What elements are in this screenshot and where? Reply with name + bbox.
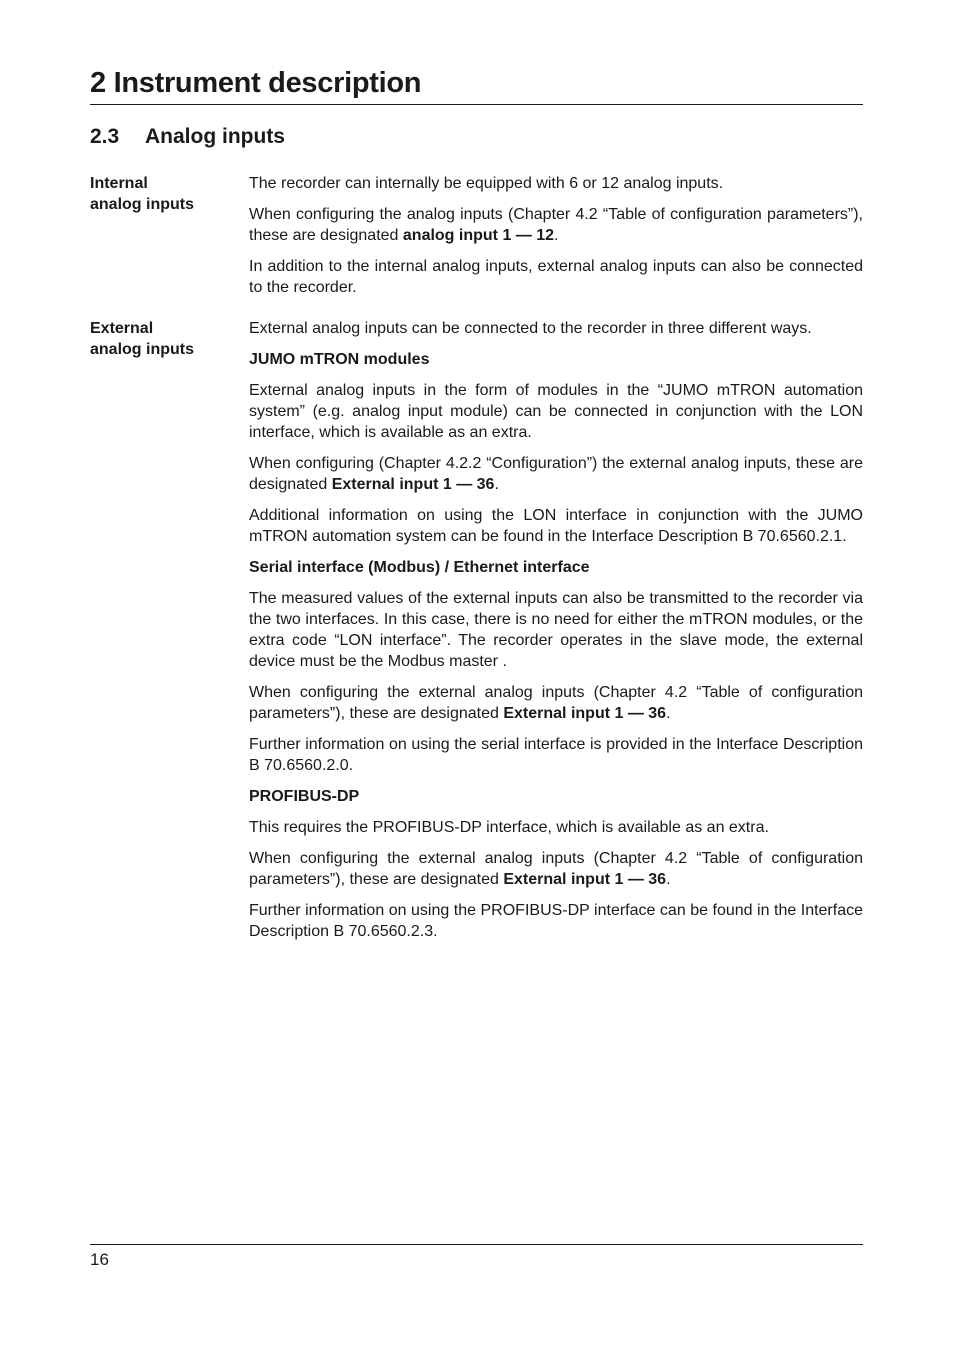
mtron-p2-designation: External input 1 — 36 [331, 476, 495, 493]
mtron-p2-text: When configuring (Chapter 4.2.2 “Configuration”) the external analog inputs, these are designated [249, 455, 863, 493]
profibus-heading: PROFIBUS-DP [249, 788, 360, 805]
internal-paragraph-3: In addition to the internal analog inputs, external analog inputs can also be connected to the recorder. [249, 258, 863, 296]
profibus-p2-text: When configuring the external analog inputs (Chapter 4.2 “Table of configuration parameters”), these are designated [249, 850, 863, 888]
internal-paragraph-1: The recorder can internally be equipped with 6 or 12 analog inputs. [249, 175, 724, 192]
internal-p2-end: . [554, 227, 559, 244]
mtron-heading: JUMO mTRON modules [249, 351, 430, 368]
serial-heading: Serial interface (Modbus) / Ethernet interface [249, 559, 590, 576]
serial-paragraph-2 [249, 682, 863, 724]
internal-label-line2: analog inputs [90, 196, 194, 213]
chapter-title: 2 Instrument description [90, 67, 422, 99]
section-title [90, 122, 285, 152]
profibus-p2-designation: External input 1 — 36 [503, 871, 667, 888]
footer-rule [90, 1244, 863, 1245]
internal-p2-designation: analog input 1 — 12 [402, 227, 555, 244]
profibus-paragraph-2 [249, 848, 863, 890]
external-intro: External analog inputs can be connected to the recorder in three different ways. [249, 320, 812, 337]
mtron-p2-end: . [494, 476, 499, 493]
mtron-paragraph-2 [249, 453, 863, 495]
serial-paragraph-3: Further information on using the serial interface is provided in the Interface Description B 70.6560.2.0. [249, 736, 863, 774]
serial-p2-text: When configuring the external analog inputs (Chapter 4.2 “Table of configuration parameters”), these are designated [249, 684, 863, 722]
page-number: 16 [90, 1250, 109, 1269]
internal-paragraph-2 [249, 204, 863, 246]
section-title-text: Analog inputs [145, 125, 285, 148]
profibus-paragraph-1: This requires the PROFIBUS-DP interface, which is available as an extra. [249, 819, 769, 836]
mtron-paragraph-3: Additional information on using the LON interface in conjunction with the JUMO mTRON automation system can be found in the Interface Description B 70.6560.2.1. [249, 507, 863, 545]
section-number: 2.3 [90, 125, 120, 148]
external-side-label [90, 318, 240, 360]
internal-side-label [90, 173, 240, 215]
external-label-line1: External [90, 320, 154, 337]
internal-label-line1: Internal [90, 175, 148, 192]
external-label-line2: analog inputs [90, 341, 194, 358]
serial-paragraph-1: The measured values of the external inputs can also be transmitted to the recorder via the two interfaces. In this case, there is no need for either the mTRON modules, or the extra code “LON interface”. The recorder operates in the slave mode, the external device must be the Modbus master . [249, 590, 863, 670]
internal-body [249, 173, 863, 308]
profibus-paragraph-3: Further information on using the PROFIBUS-DP interface can be found in the Interface Description B 70.6560.2.3. [249, 902, 863, 940]
mtron-paragraph-1: External analog inputs in the form of modules in the “JUMO mTRON automation system” (e.g. analog input module) can be connected in conjunction with the LON interface, which is available as an extra. [249, 382, 863, 441]
external-body [249, 318, 863, 952]
header-rule [90, 104, 863, 105]
serial-p2-end: . [666, 705, 671, 722]
internal-p2-text: When configuring the analog inputs (Chapter 4.2 “Table of configuration parameters”), these are designated [249, 206, 863, 244]
profibus-p2-end: . [666, 871, 671, 888]
serial-p2-designation: External input 1 — 36 [503, 705, 667, 722]
